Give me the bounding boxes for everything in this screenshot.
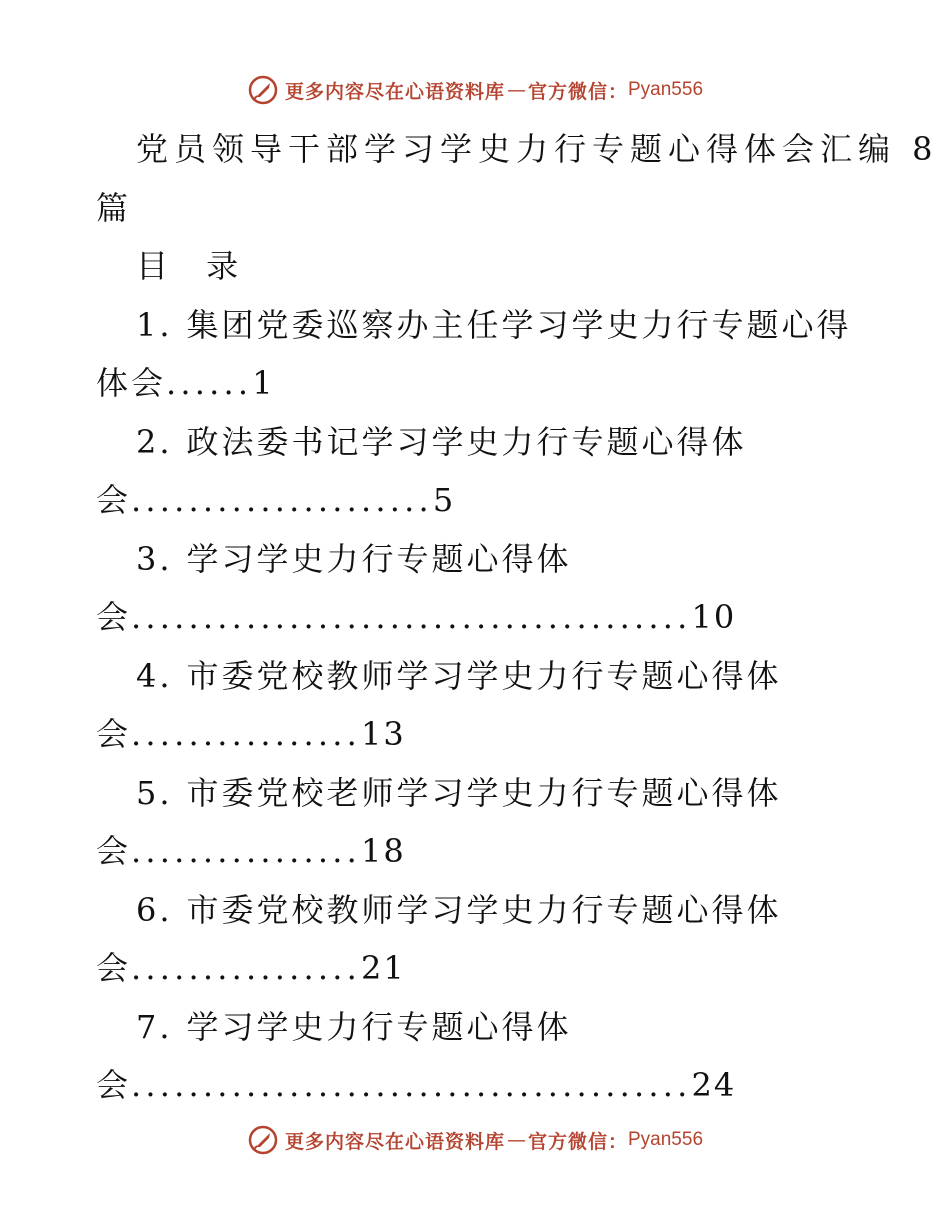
banner-separator: — bbox=[506, 79, 526, 101]
toc-entry-continuation-text: 会 bbox=[96, 715, 132, 753]
toc-entry-title[interactable] bbox=[96, 530, 856, 589]
toc-entry-continuation-text: 会 bbox=[96, 832, 132, 870]
toc-page-number: 13 bbox=[360, 715, 406, 753]
toc-entry-continuation-text: 会 bbox=[96, 949, 132, 987]
banner-wechat-id: Pyan556 bbox=[628, 1129, 704, 1150]
toc-entry-continuation[interactable] bbox=[96, 939, 856, 998]
document-title-line2: 篇 bbox=[96, 188, 135, 227]
toc-page-number: 21 bbox=[360, 949, 406, 987]
toc-leader-dots: ...... bbox=[166, 364, 253, 402]
toc-leader-dots: ..................... bbox=[131, 481, 433, 519]
toc-entry-continuation-text: 会 bbox=[96, 481, 132, 519]
footer-banner bbox=[0, 1120, 950, 1160]
toc-entry-text: 学习学史力行专题心得体 bbox=[186, 539, 572, 578]
toc-entry-continuation[interactable] bbox=[96, 471, 856, 530]
toc-entry-continuation[interactable] bbox=[96, 588, 856, 647]
toc-entry-number: 3. bbox=[136, 539, 173, 578]
toc-leader-dots: ................ bbox=[131, 949, 361, 987]
toc-list bbox=[96, 296, 856, 1115]
toc-heading: 目 录 bbox=[136, 247, 253, 285]
banner-separator: — bbox=[506, 1129, 526, 1151]
toc-entry-number: 7. bbox=[136, 1007, 173, 1046]
toc-page-number: 18 bbox=[360, 832, 406, 870]
toc-entry-text: 市委党校老师学习学史力行专题心得体 bbox=[186, 773, 782, 812]
toc-entry-title[interactable] bbox=[96, 998, 856, 1057]
toc-entry-title[interactable] bbox=[96, 647, 856, 706]
banner-wechat-id: Pyan556 bbox=[628, 79, 704, 100]
toc-entry-number: 1. bbox=[136, 305, 173, 344]
toc-leader-dots: ................ bbox=[131, 832, 361, 870]
toc-entry-title[interactable] bbox=[96, 881, 856, 940]
toc-entry-text: 学习学史力行专题心得体 bbox=[186, 1007, 572, 1046]
toc-entry-title[interactable] bbox=[96, 764, 856, 823]
toc-leader-dots: ....................................... bbox=[131, 1066, 692, 1104]
toc-entry-title[interactable] bbox=[96, 413, 856, 472]
toc-entry-continuation[interactable] bbox=[96, 705, 856, 764]
toc-entry-number: 4. bbox=[136, 656, 173, 695]
toc-page-number: 1 bbox=[252, 364, 275, 402]
toc-entry-continuation[interactable] bbox=[96, 822, 856, 881]
toc-entry-continuation-text: 会 bbox=[96, 598, 132, 636]
banner-promo-text: 更多内容尽在心语资料库 bbox=[284, 80, 505, 103]
toc-leader-dots: ....................................... bbox=[131, 598, 692, 636]
banner-wechat-label: 官方微信： bbox=[527, 80, 628, 103]
toc-page-number: 10 bbox=[691, 598, 737, 636]
toc-entry-number: 2. bbox=[136, 422, 173, 461]
toc-entry-continuation[interactable] bbox=[96, 1056, 856, 1115]
pen-logo-icon bbox=[247, 74, 279, 106]
banner-wechat-label: 官方微信： bbox=[527, 1130, 628, 1153]
header-banner bbox=[0, 70, 950, 110]
toc-entry-continuation[interactable] bbox=[96, 354, 856, 413]
banner-promo-text: 更多内容尽在心语资料库 bbox=[284, 1130, 505, 1153]
pen-logo-icon bbox=[247, 1124, 279, 1156]
toc-entry-continuation-text: 会 bbox=[96, 1066, 132, 1104]
toc-leader-dots: ................ bbox=[131, 715, 361, 753]
toc-entry-continuation-text: 体会 bbox=[96, 364, 167, 402]
toc-entry-text: 市委党校教师学习学史力行专题心得体 bbox=[186, 890, 782, 929]
document-title-line1: 党员领导干部学习学史力行专题心得体会汇编 8 bbox=[136, 130, 939, 168]
toc-entry-text: 政法委书记学习学史力行专题心得体 bbox=[186, 422, 747, 461]
toc-entry-text: 市委党校教师学习学史力行专题心得体 bbox=[186, 656, 782, 695]
toc-entry-text: 集团党委巡察办主任学习学史力行专题心得 bbox=[186, 305, 852, 344]
toc-page-number: 5 bbox=[432, 481, 456, 519]
toc-entry-number: 6. bbox=[136, 890, 173, 929]
toc-page-number: 24 bbox=[691, 1066, 737, 1104]
document-body bbox=[96, 120, 939, 1115]
toc-entry-number: 5. bbox=[136, 773, 173, 812]
toc-entry-title[interactable] bbox=[96, 296, 856, 355]
